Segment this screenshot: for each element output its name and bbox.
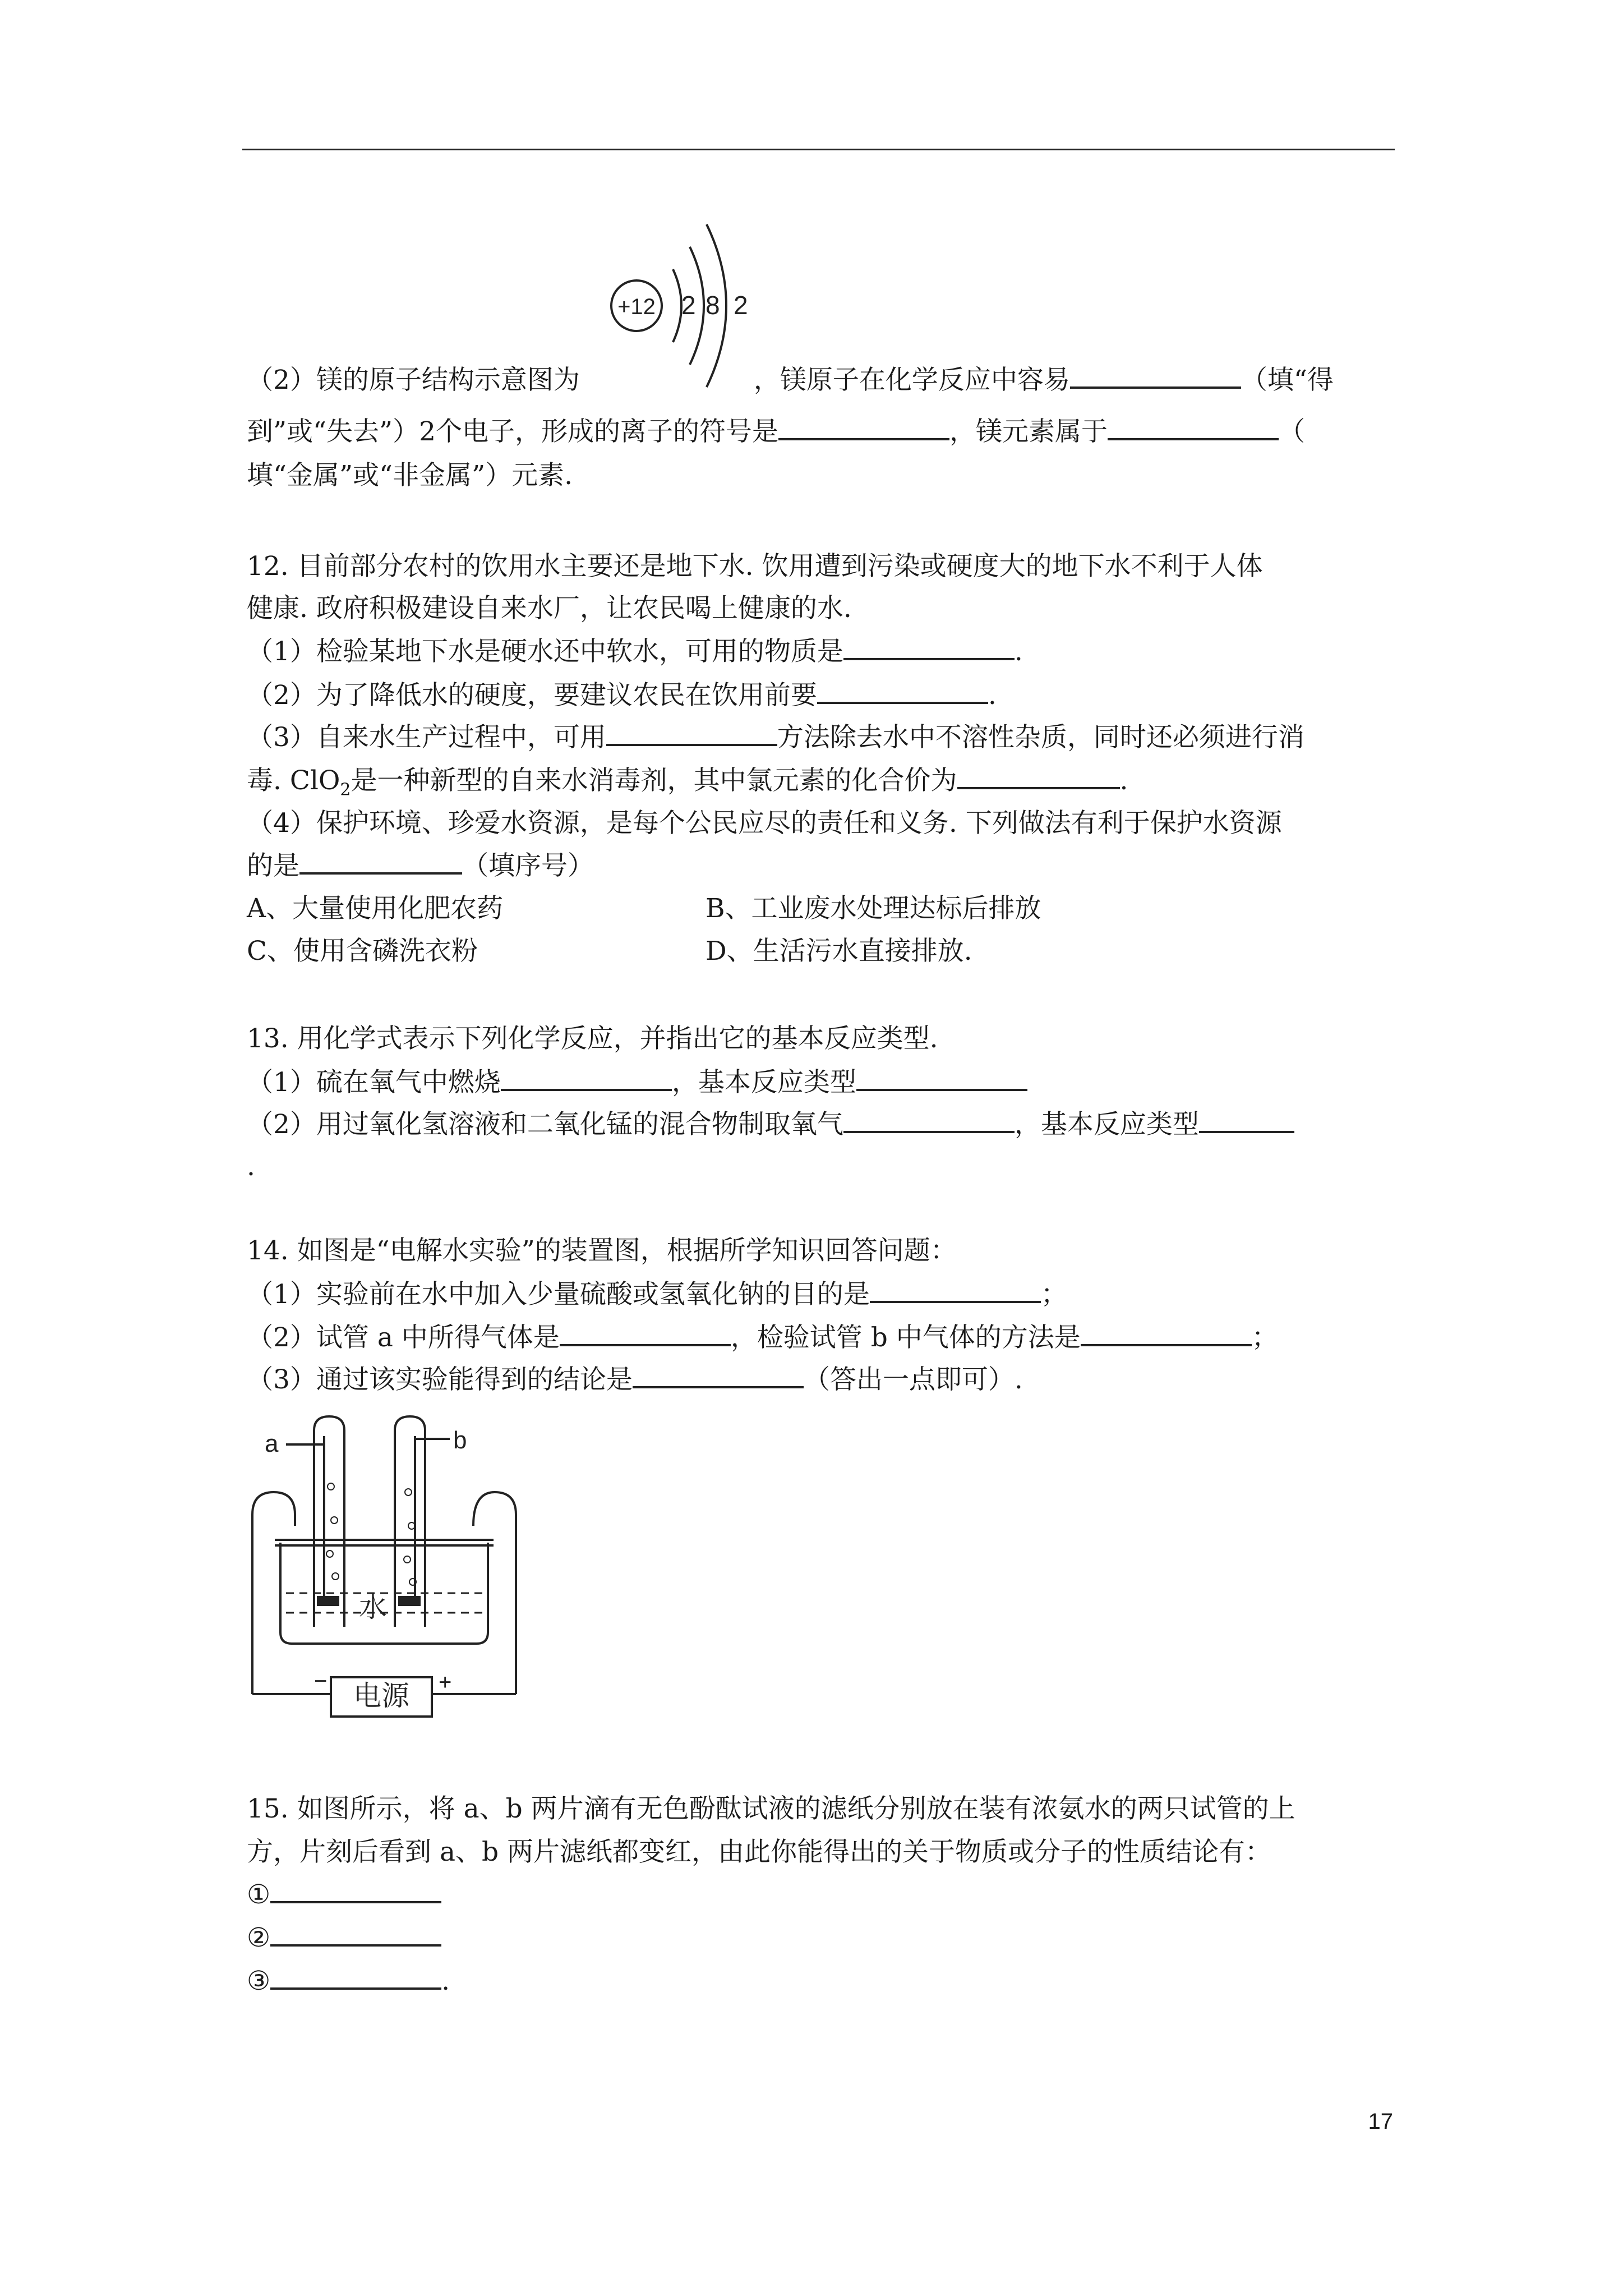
- shell-arc-1: [673, 269, 681, 342]
- water-label: 水: [359, 1591, 387, 1623]
- q11-line-3: 填“金属”或“非金属”）元素.: [247, 460, 573, 491]
- q12-option-c: C、使用含磷洗衣粉: [247, 936, 478, 967]
- q12-option-d: D、生活污水直接排放.: [706, 936, 972, 967]
- q12-part-4-cont: 的是 （填序号）: [247, 850, 594, 881]
- q14-part-3: （3）通过该实验能得到的结论是 （答出一点即可）.: [247, 1364, 1023, 1395]
- shell-1-electrons: 2: [681, 291, 696, 320]
- q12-part-3-cont: 毒. ClO$_2$是一种新型的自来水消毒剂，其中氯元素的化合价为 .: [247, 765, 1128, 800]
- q12-stem-2: 健康. 政府积极建设自来水厂，让农民喝上健康的水.: [247, 593, 852, 624]
- q12-part-4: （4）保护环境、珍爱水资源，是每个公民应尽的责任和义务. 下列做法有利于保护水资源: [247, 808, 1282, 839]
- q13-part-1: （1）硫在氧气中燃烧 ，基本反应类型: [247, 1066, 1027, 1099]
- shell-3-electrons: 2: [734, 291, 748, 320]
- header-rule: [242, 149, 1395, 150]
- q12-option-a: A、大量使用化肥农药: [247, 893, 503, 924]
- negative-terminal: −: [314, 1669, 328, 1694]
- answer-blank[interactable]: [1081, 1322, 1252, 1346]
- answer-blank[interactable]: [957, 765, 1120, 789]
- q15-answer-1: ①: [247, 1878, 441, 1912]
- answer-blank[interactable]: [501, 1066, 672, 1091]
- nucleus-charge: +12: [617, 295, 656, 319]
- answer-blank[interactable]: [633, 1364, 804, 1388]
- q13-part-2: （2）用过氧化氢溶液和二氧化锰的混合物制取氧气 ，基本反应类型: [247, 1108, 1294, 1142]
- answer-blank[interactable]: [1108, 416, 1279, 440]
- answer-blank[interactable]: [299, 850, 462, 875]
- q15-answer-2: ②: [247, 1921, 441, 1955]
- q13-end: .: [247, 1151, 255, 1182]
- answer-blank[interactable]: [843, 636, 1015, 660]
- q12-part-2: （2）为了降低水的硬度，要建议农民在饮用前要 .: [247, 680, 997, 711]
- q15-answer-3: ③ .: [247, 1966, 450, 1996]
- q13-stem: 13. 用化学式表示下列化学反应，并指出它的基本反应类型.: [247, 1023, 938, 1054]
- tube-b-label: b: [453, 1427, 467, 1454]
- q11-line-1: （2）镁的原子结构示意图为 ，镁原子在化学反应中容易 （填“得: [247, 365, 1334, 395]
- q12-option-b: B、工业废水处理达标后排放: [706, 893, 1041, 924]
- answer-blank[interactable]: [1199, 1108, 1294, 1133]
- shell-2-electrons: 8: [706, 291, 720, 320]
- q15-stem-1: 15. 如图所示，将 a、b 两片滴有无色酚酞试液的滤纸分别放在装有浓氨水的两只试管的上: [247, 1793, 1295, 1824]
- q14-part-2: （2）试管 a 中所得气体是 ，检验试管 b 中气体的方法是 ；: [247, 1322, 1278, 1353]
- q12-stem-1: 12. 目前部分农村的饮用水主要还是地下水. 饮用遭到污染或硬度大的地下水不利于人体: [247, 551, 1263, 582]
- answer-blank[interactable]: [270, 1965, 441, 1990]
- answer-blank[interactable]: [606, 721, 777, 746]
- q15-stem-2: 方，片刻后看到 a、b 两片滤纸都变红，由此你能得出的关于物质或分子的性质结论有：: [247, 1837, 1271, 1867]
- power-source-label: 电源: [353, 1680, 409, 1711]
- positive-terminal: +: [439, 1670, 452, 1695]
- q14-part-1: （1）实验前在水中加入少量硫酸或氢氧化钠的目的是 ；: [247, 1279, 1067, 1310]
- answer-blank[interactable]: [843, 1108, 1015, 1133]
- answer-blank[interactable]: [560, 1322, 731, 1346]
- answer-blank[interactable]: [778, 416, 949, 440]
- answer-blank[interactable]: [270, 1922, 441, 1947]
- electrolysis-apparatus-diagram: [241, 1414, 533, 1733]
- q11-line-2: 到”或“失去”）2个电子，形成的离子的符号是 ，镁元素属于 （: [247, 416, 1305, 447]
- answer-blank[interactable]: [870, 1278, 1041, 1303]
- q14-stem: 14. 如图是“电解水实验”的装置图，根据所学知识回答问题：: [247, 1235, 957, 1266]
- answer-blank[interactable]: [817, 679, 988, 704]
- q12-part-1: （1）检验某地下水是硬水还中软水，可用的物质是 .: [247, 636, 1023, 667]
- answer-blank[interactable]: [856, 1066, 1027, 1091]
- q12-part-3: （3）自来水生产过程中，可用 方法除去水中不溶性杂质，同时还必须进行消: [247, 722, 1304, 753]
- page-number: 17: [1368, 2109, 1393, 2134]
- answer-blank[interactable]: [1070, 364, 1241, 389]
- tube-a-label: a: [265, 1430, 279, 1457]
- answer-blank[interactable]: [270, 1879, 441, 1903]
